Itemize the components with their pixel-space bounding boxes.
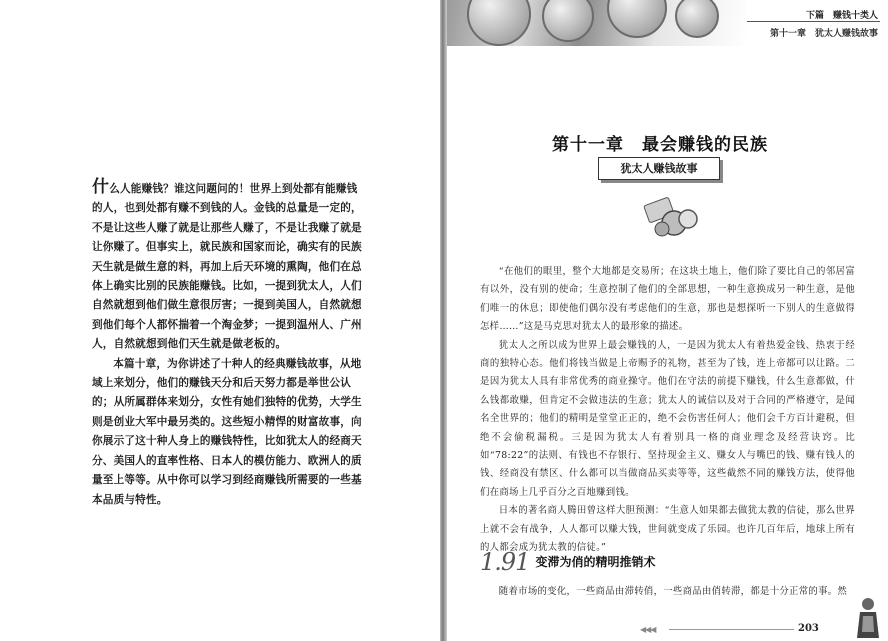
body-paragraph-3: 日本的著名商人腾田曾这样大胆预测：“生意人如果都去做犹太教的信徒，那么世界上就不会有战争，人人都可以赚大钱，世间就变成了乐园。也许几百年后，地球上所有的人都会成为犹太教的信徒。” bbox=[480, 505, 855, 554]
book-gutter bbox=[440, 0, 447, 641]
section-heading bbox=[480, 548, 655, 576]
section-title: 变滞为俏的精明推销术 bbox=[535, 555, 656, 569]
footer-rule bbox=[669, 629, 794, 630]
chapter-subtitle: 犹太人赚钱故事 bbox=[598, 157, 720, 180]
running-header-chapter: 第十一章 犹太人赚钱故事 bbox=[769, 29, 878, 39]
intro-paragraph-1 bbox=[92, 178, 364, 355]
figure-ornament-icon bbox=[855, 596, 881, 638]
right-page bbox=[447, 0, 888, 641]
section-body-paragraph: 随着市场的变化，一些商品由滞转俏，一些商品由俏转滞，都是十分正常的事。然 bbox=[498, 586, 848, 597]
intro-paragraph-1-text: 么人能赚钱？谁这问题问的！世界上到处都有能赚钱的人，也到处都有赚不到钱的人。金钱的总量是一定的，不是让这些人赚了就是让那些人赚了，不是让我赚了就是让你赚了。但事实上，就民族和国家而论，确实有的民族天生就是做生意的料，再加上后天环境的熏陶，他们在总体上确实比别的民族能赚钱。比如，一提到犹太人，人们自然就想到他们做生意很厉害；一提到美国人，自然就想到他们每个人都怀揣着一个淘金梦；一提到温州人、广州人，自然就想到他们天生就是做老板的。 bbox=[92, 183, 362, 351]
intro-text-block bbox=[92, 178, 364, 510]
money-icon bbox=[642, 195, 700, 239]
intro-paragraph-2: 本篇十章，为你讲述了十种人的经典赚钱故事，从地域上来划分，他们的赚钱天分和后天努力都是举世公认的；从所属群体来划分，女性有她们独特的优势，大学生则是创业大军中最另类的。这些短小精悍的财富故事，向你展示了这十种人身上的赚钱特性，比如犹太人的经商天分、美国人的直率性格、日本人的模仿能力、欧洲人的质量至上等等。从中你可以学习到经商赚钱所需要的一些基本品质与特性。 bbox=[92, 357, 362, 506]
left-page bbox=[0, 0, 440, 641]
body-paragraph-1: “在他们的眼里，整个大地都是交易所；在这块土地上，他们除了要比自己的邻居富有以外，没有别的使命；生意控制了他们的全部思想，一种生意换成另一种生意，是他们唯一的休息；即使他们偶尔没有考虑他们的生意，那也是想探听一下别人的生意做得怎样……”这是马克思对犹太人的最形象的描述。 bbox=[480, 266, 855, 333]
dropcap: 什 bbox=[92, 177, 110, 197]
chapter-body bbox=[480, 263, 855, 558]
page-number: 203 bbox=[798, 623, 819, 634]
section-number: 1.91 bbox=[480, 548, 530, 576]
running-header-section: 下篇 赚钱十类人 bbox=[805, 11, 878, 21]
coin-banner-image bbox=[447, 0, 747, 46]
footer-arrows-icon: ◀◀◀ bbox=[640, 625, 656, 634]
header-rule bbox=[747, 21, 880, 22]
body-paragraph-2: 犹太人之所以成为世界上最会赚钱的人，一是因为犹太人有着热爱金钱、热衷于经商的独特心态。他们将钱当做是上帝赐予的礼物，甚至为了钱，连上帝都可以让路。二是因为犹太人具有非常优秀的商业操守。他们在守法的前提下赚钱，什么生意都做，什么钱都敢赚，但肯定不会做违法的生意；犹太人的诚信以及对于合同的严格遵守，是闻名全世界的；他们的精明是堂堂正正的，绝不会伤害任何人；他们会千方百计避税，但绝不会偷税漏税。三是因为犹太人有着别具一格的商业理念及经营诀窍。比如“78:22”的法则、有钱也不存银行、坚持现金主义、赚女人与嘴巴的钱、赚有钱人的钱、经商没有禁区、什么都可以当做商品买卖等等，这些截然不同的赚钱方法，使得他们在商场上几乎百分之百地赚到钱。 bbox=[480, 339, 855, 498]
chapter-title: 第十一章 最会赚钱的民族 bbox=[552, 135, 768, 155]
